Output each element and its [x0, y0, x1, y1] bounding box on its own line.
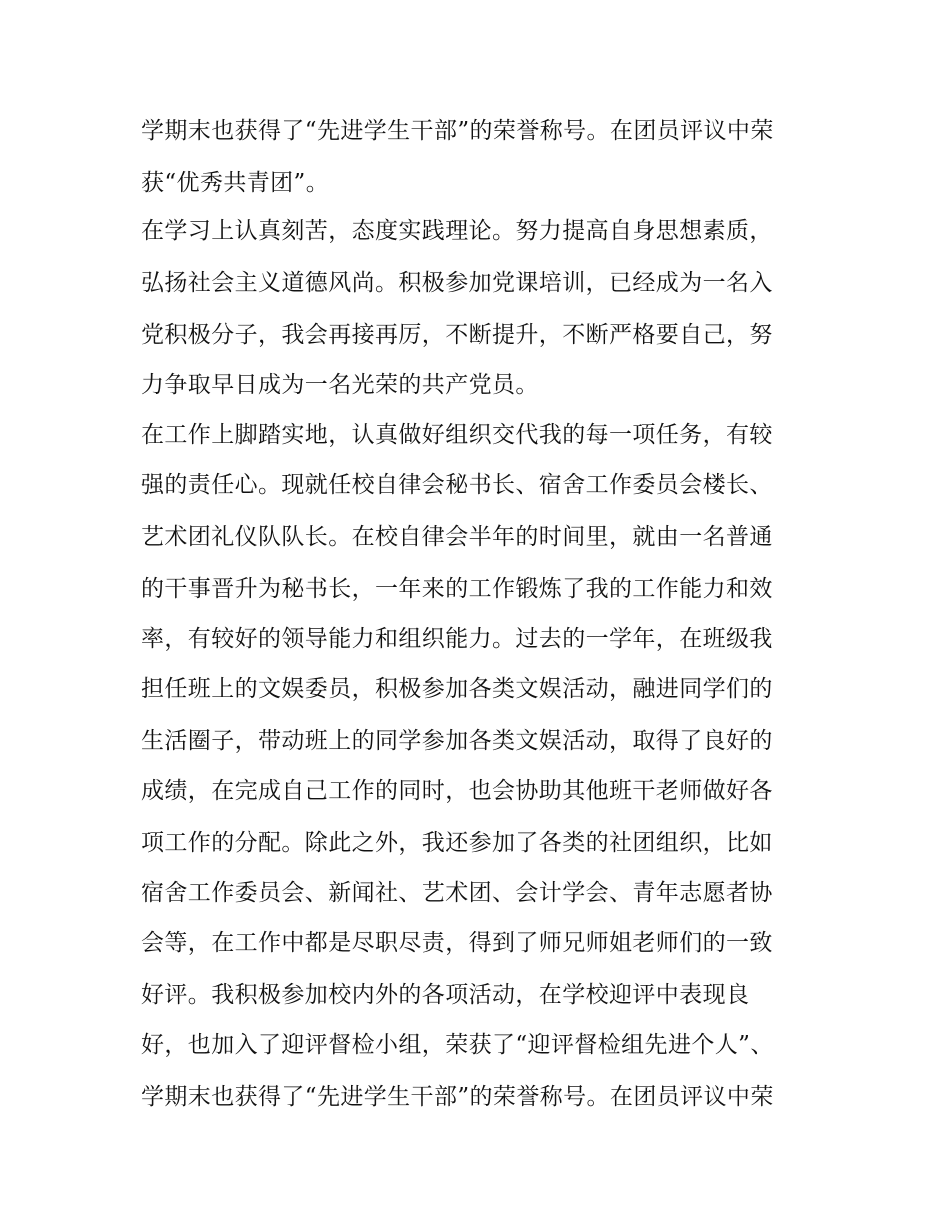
text-line: 力争取早日成为一名光荣的共产党员。	[141, 372, 539, 398]
text-line: 学期末也获得了“先进学生干部”的荣誉称号。在团员评议中荣	[141, 118, 774, 144]
text-line: 宿舍工作委员会、新闻社、艺术团、会计学会、青年志愿者协	[141, 880, 773, 906]
text-line: 好评。我积极参加校内外的各项活动，在学校迎评中表现良	[141, 982, 750, 1008]
text-line: 的干事晋升为秘书长，一年来的工作锻炼了我的工作能力和效	[141, 576, 773, 602]
text-line: 学期末也获得了“先进学生干部”的荣誉称号。在团员评议中荣	[141, 1084, 774, 1110]
text-line: 在学习上认真刻苦，态度实践理论。努力提高自身思想素质，	[141, 218, 773, 244]
text-line: 在工作上脚踏实地，认真做好组织交代我的每一项任务，有较	[141, 422, 773, 448]
text-line: 弘扬社会主义道德风尚。积极参加党课培训，已经成为一名入	[141, 270, 773, 296]
text-line: 生活圈子，带动班上的同学参加各类文娱活动，取得了良好的	[141, 728, 773, 754]
text-line: 项工作的分配。除此之外，我还参加了各类的社团组织，比如	[141, 830, 773, 856]
text-line: 成绩，在完成自己工作的同时，也会协助其他班干老师做好各	[141, 778, 773, 804]
text-line: 强的责任心。现就任校自律会秘书长、宿舍工作委员会楼长、	[141, 472, 773, 498]
text-line: 率，有较好的领导能力和组织能力。过去的一学年，在班级我	[141, 626, 773, 652]
text-line: 艺术团礼仪队队长。在校自律会半年的时间里，就由一名普通	[141, 524, 773, 550]
text-line: 好，也加入了迎评督检小组，荣获了“迎评督检组先进个人”、	[141, 1032, 774, 1058]
text-line: 担任班上的文娱委员，积极参加各类文娱活动，融进同学们的	[141, 676, 773, 702]
text-line: 会等，在工作中都是尽职尽责，得到了师兄师姐老师们的一致	[141, 930, 773, 956]
text-line: 获“优秀共青团”。	[141, 170, 330, 196]
text-line: 党积极分子，我会再接再厉，不断提升，不断严格要自己，努	[141, 322, 773, 348]
